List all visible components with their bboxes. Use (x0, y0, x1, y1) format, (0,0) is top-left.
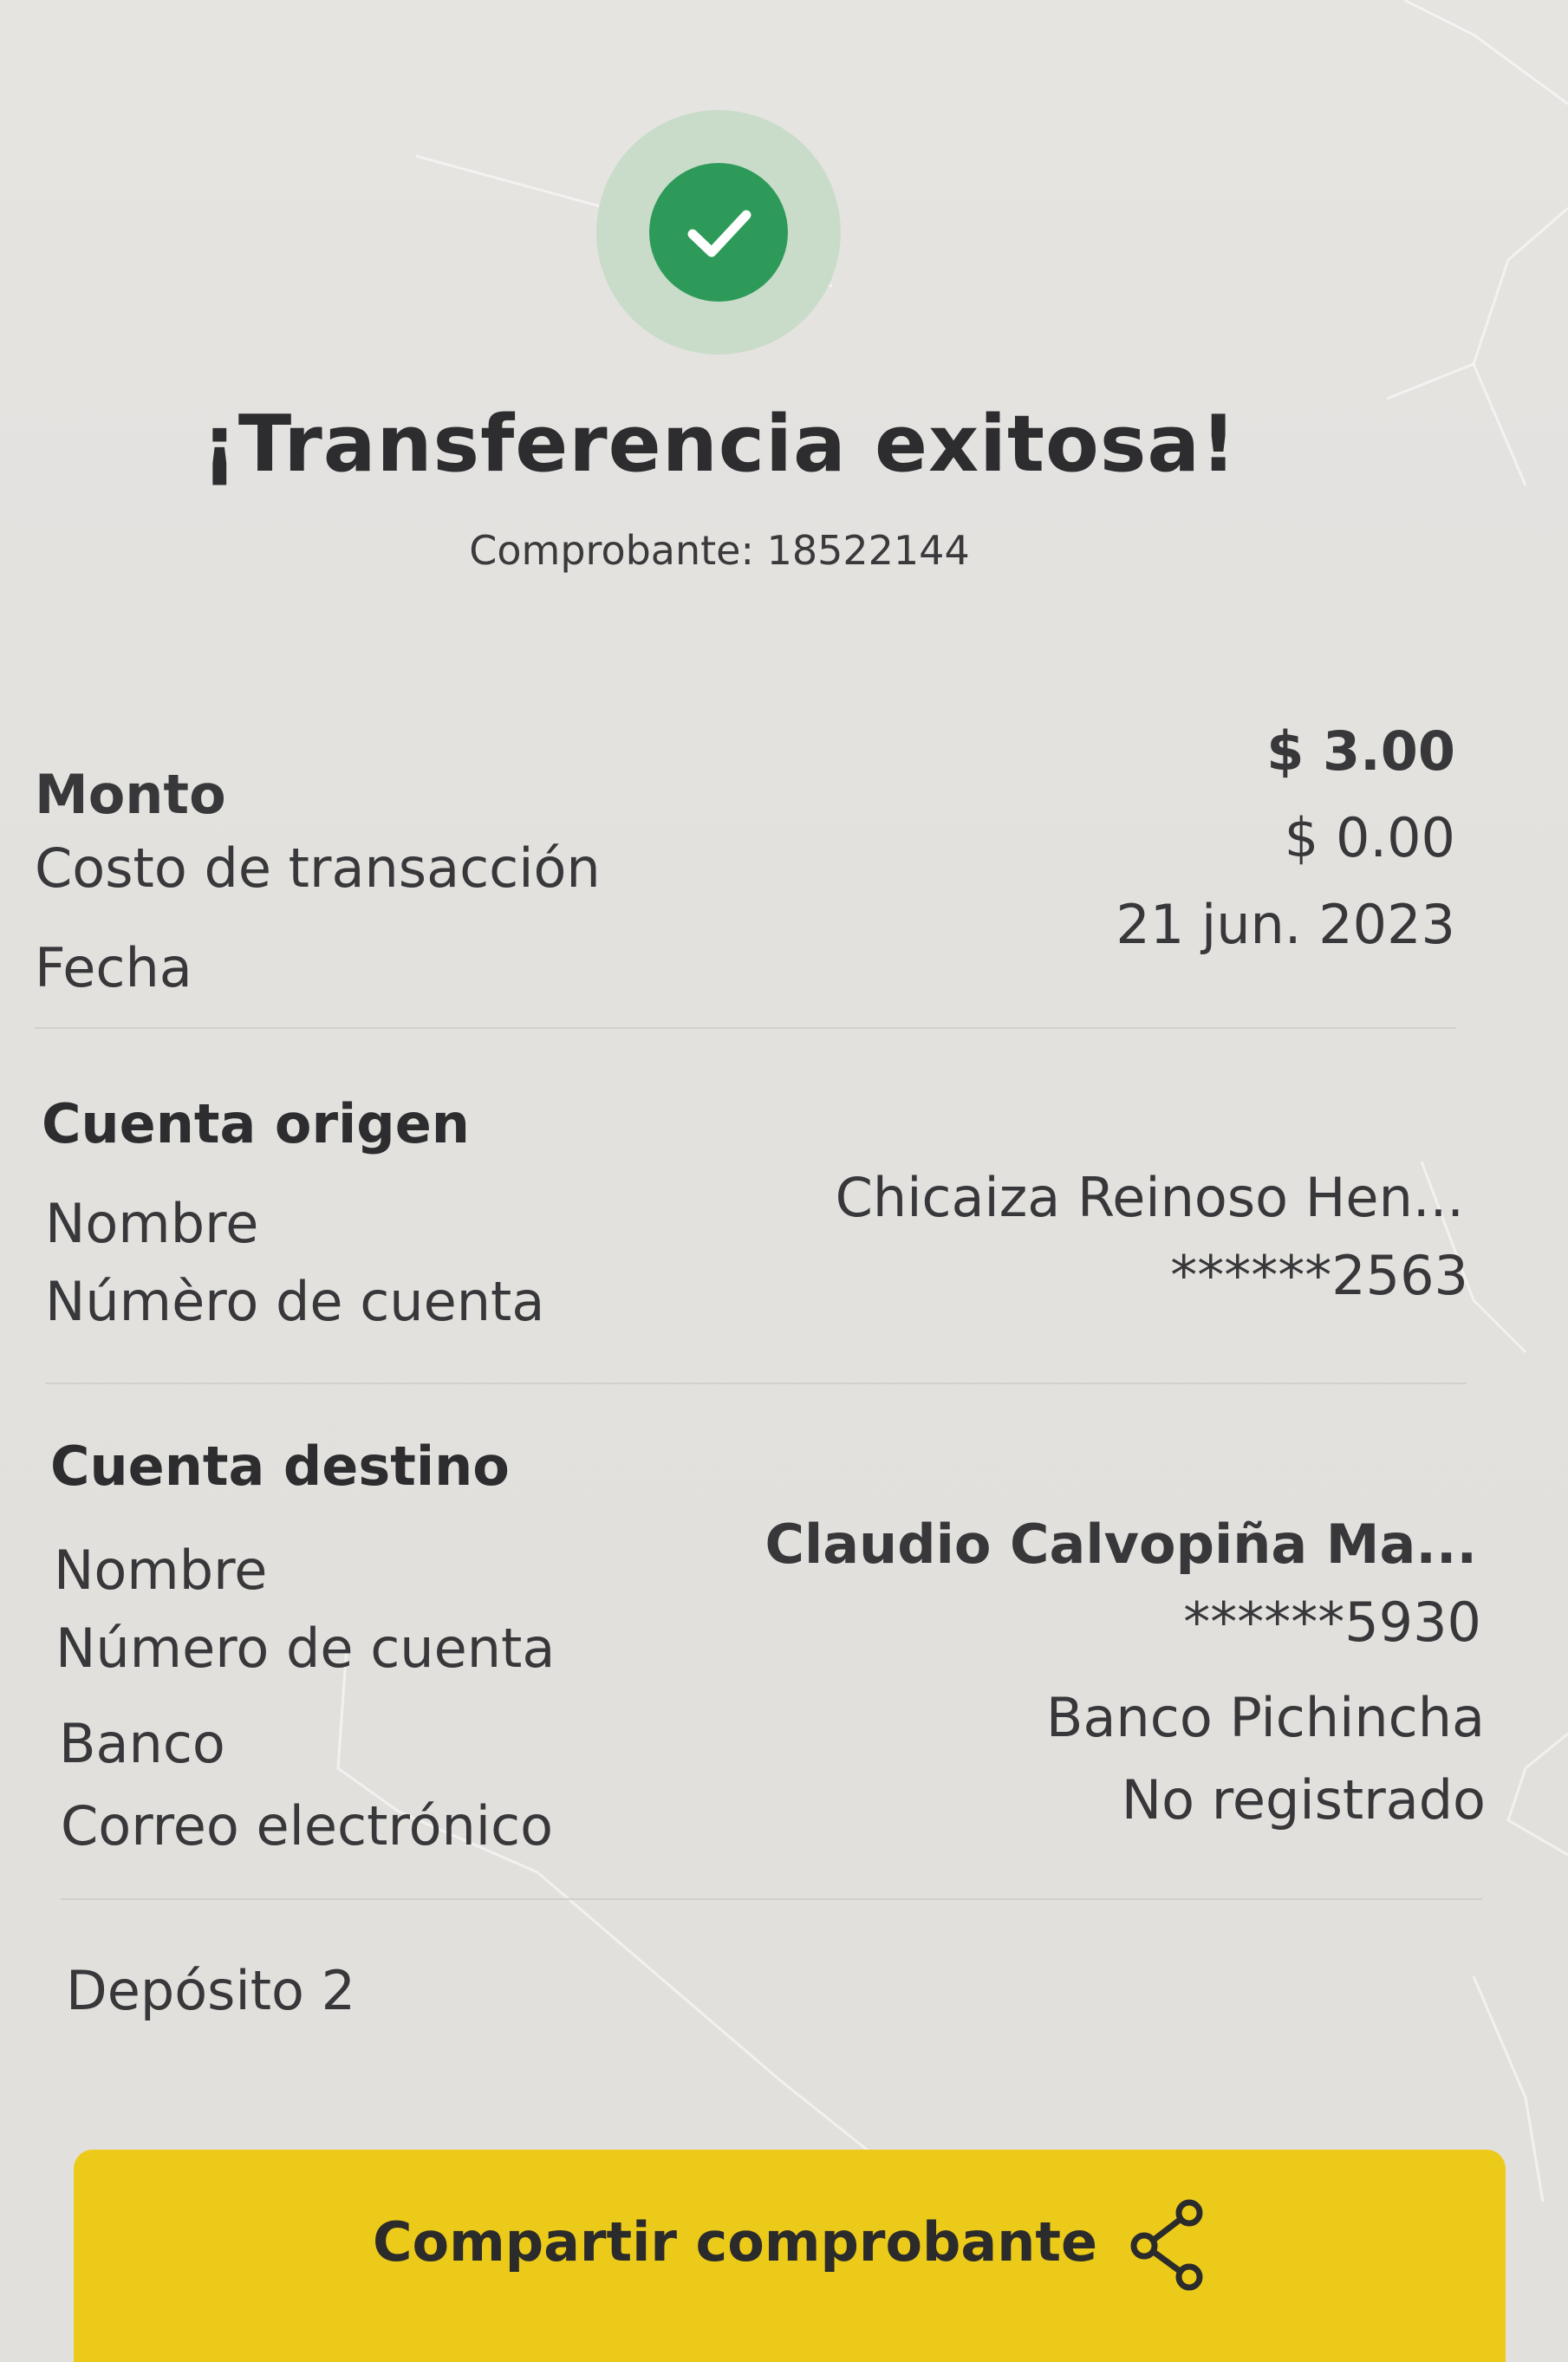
share-voucher-label: Compartir comprobante (373, 2210, 1098, 2274)
page-title: ¡Transferencia exitosa! (201, 399, 1238, 490)
voucher-number: Comprobante: 18522144 (469, 527, 970, 574)
fee-label: Costo de transacción (35, 836, 601, 900)
transfer-description: Depósito 2 (66, 1959, 356, 2022)
bank-value: Banco Pichincha (1045, 1686, 1485, 1749)
success-badge (596, 110, 841, 355)
share-voucher-button[interactable] (74, 2150, 1506, 2362)
share-icon (1127, 2197, 1213, 2293)
origin-account-label: Númèro de cuenta (45, 1270, 545, 1333)
origin-account-value: ******2563 (1170, 1244, 1468, 1307)
destination-name-value: Claudio Calvopiña Ma... (764, 1513, 1477, 1576)
divider (35, 1027, 1456, 1029)
origin-name-value: Chicaiza Reinoso Hen... (835, 1166, 1464, 1229)
success-badge-core (649, 163, 788, 302)
divider (45, 1383, 1467, 1384)
date-value: 21 jun. 2023 (1116, 893, 1455, 956)
destination-account-label: Número de cuenta (55, 1617, 556, 1680)
origin-name-label: Nombre (45, 1192, 259, 1255)
divider (61, 1898, 1482, 1900)
email-value: No registrado (1121, 1768, 1486, 1832)
amount-value: $ 3.00 (1266, 719, 1455, 783)
destination-section-title: Cuenta destino (50, 1435, 510, 1498)
date-label: Fecha (35, 936, 192, 999)
fee-value: $ 0.00 (1284, 806, 1455, 869)
amount-label: Monto (35, 763, 226, 826)
bank-label: Banco (59, 1712, 225, 1775)
check-icon (649, 163, 788, 302)
destination-name-label: Nombre (54, 1539, 268, 1602)
origin-section-title: Cuenta origen (42, 1092, 470, 1155)
email-label: Correo electrónico (61, 1794, 554, 1858)
destination-account-value: ******5930 (1183, 1591, 1481, 1654)
